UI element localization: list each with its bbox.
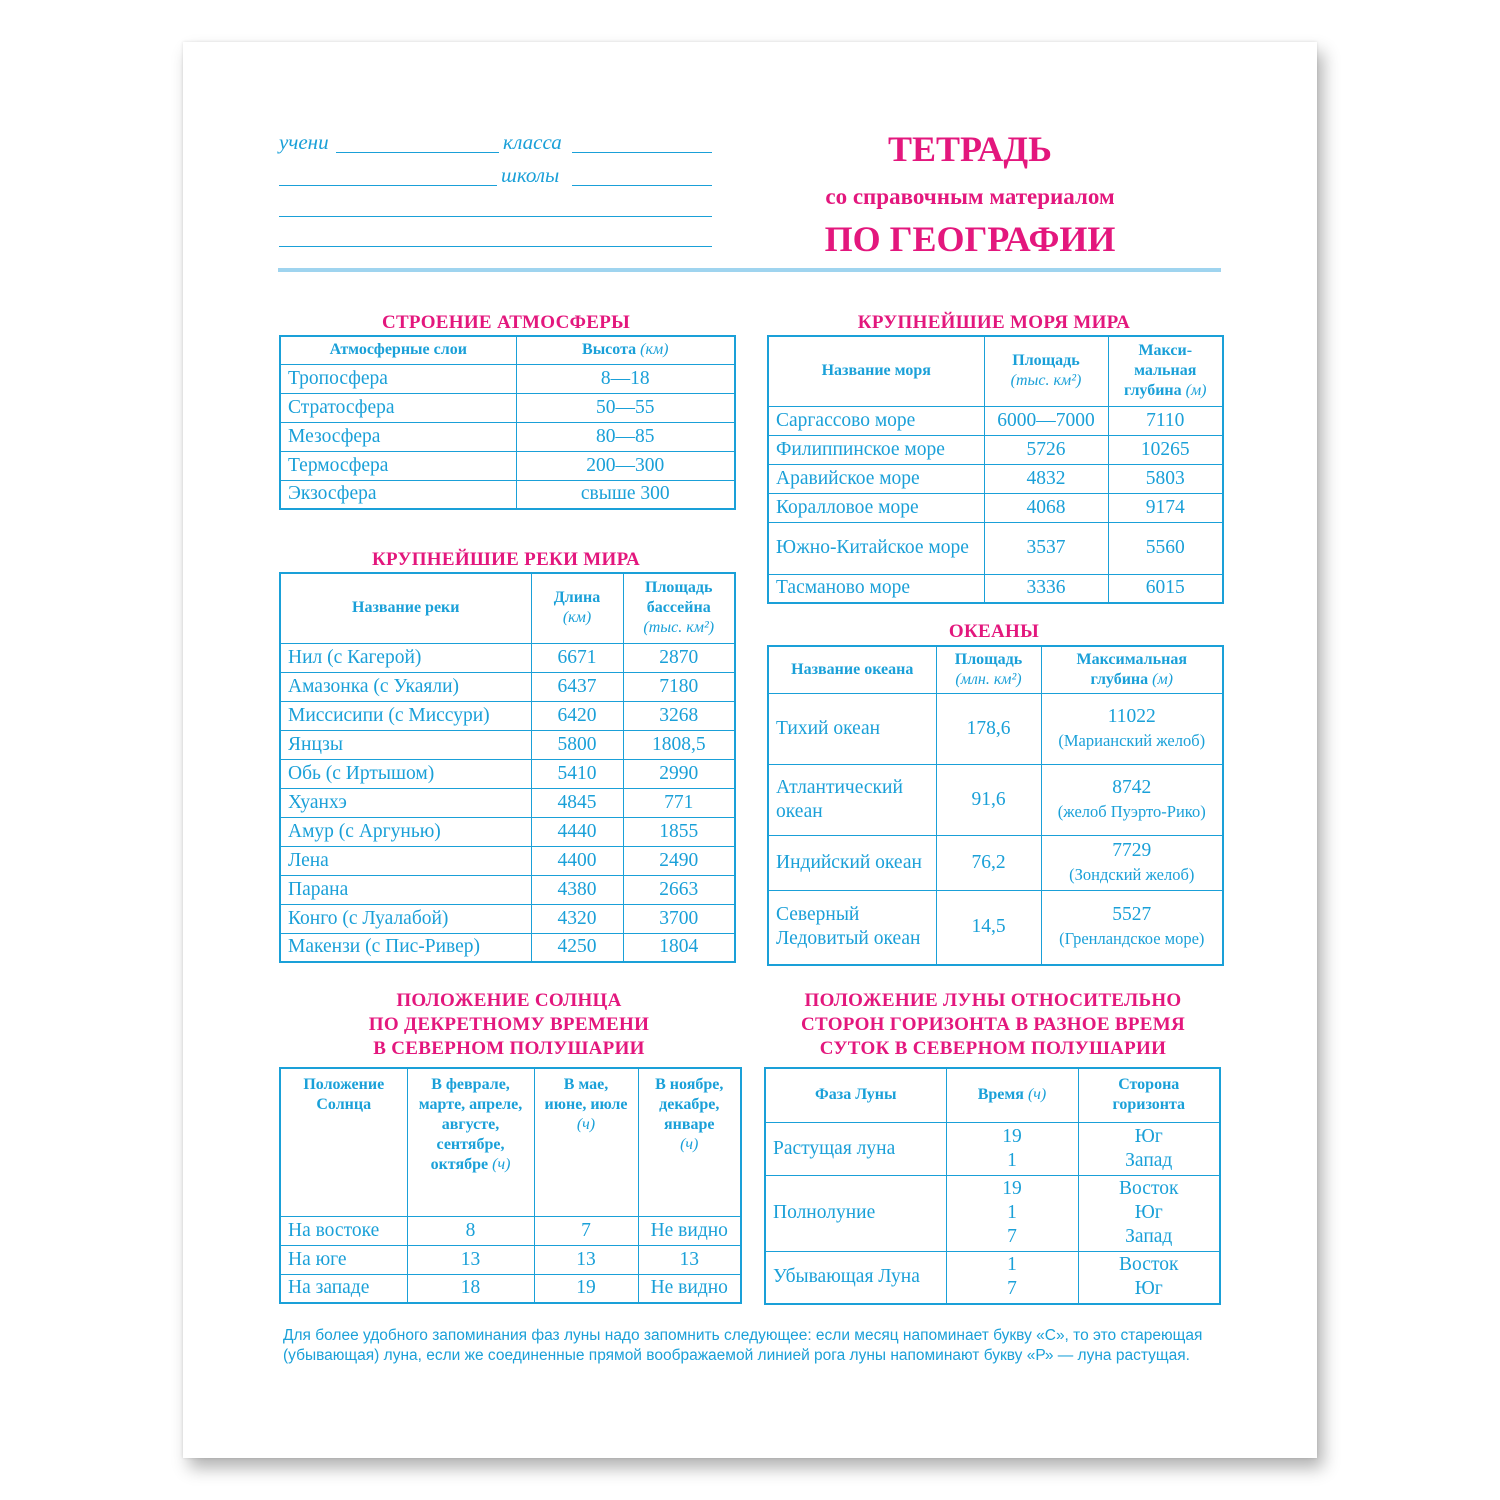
rivers-table <box>279 572 736 963</box>
table-row: Янцзы 5800 1808,5 <box>280 730 735 759</box>
sun-col-position: Положение Солнца <box>280 1068 407 1216</box>
atmosphere-table <box>279 335 736 510</box>
moon-title: ПОЛОЖЕНИЕ ЛУНЫ ОТНОСИТЕЛЬНО СТОРОН ГОРИЗОНТА В РАЗНОЕ ВРЕМЯ СУТОК В СЕВЕРНОМ ПОЛУШАРИИ <box>800 990 1186 1059</box>
sun-col-feb: В феврале, марте, апреле, августе, сентябре, октябре (ч) <box>407 1068 534 1216</box>
atmosphere-col-height: Высота (км) <box>516 336 735 364</box>
table-row: Коралловое море 4068 9174 <box>768 493 1223 522</box>
moon-phase-note: Для более удобного запоминания фаз луны надо запомнить следующее: если месяц напоминает букву «С», то это стареющая (убывающая) луна, если же соединенные прямой воображаемой линией рога луны напоминают букву «Р» — луна растущая. <box>283 1327 1203 1364</box>
table-row: Мезосфера 80—85 <box>280 422 735 451</box>
page-title: ТЕТРАДЬ <box>888 129 1052 169</box>
oceans-col-name: Название океана <box>768 646 936 693</box>
atmosphere-col-layer: Атмосферные слои <box>280 336 516 364</box>
table-row: Филиппинское море 5726 10265 <box>768 435 1223 464</box>
table-row: Парана 4380 2663 <box>280 875 735 904</box>
table-row: Нил (с Кагерой) 6671 2870 <box>280 643 735 672</box>
table-row: Стратосфера 50—55 <box>280 393 735 422</box>
table-row: Тихий океан 178,6 11022 (Марианский желоб) <box>768 693 1223 764</box>
sun-col-nov: В ноябре, декабре, январе (ч) <box>638 1068 741 1216</box>
table-row: Лена 4400 2490 <box>280 846 735 875</box>
atmosphere-title: СТРОЕНИЕ АТМОСФЕРЫ <box>381 312 631 333</box>
moon-col-time: Время (ч) <box>946 1068 1078 1122</box>
table-row: Обь (с Иртышом) 5410 2990 <box>280 759 735 788</box>
table-row: На юге 13 13 13 <box>280 1245 741 1274</box>
seas-col-name: Название моря <box>768 336 984 406</box>
sun-table <box>279 1067 742 1304</box>
rivers-col-name: Название реки <box>280 573 531 643</box>
table-row: Миссисипи (с Миссури) 6420 3268 <box>280 701 735 730</box>
blank-line-3[interactable] <box>279 216 712 217</box>
table-row: Растущая луна 19 1 Юг Запад <box>765 1122 1220 1175</box>
table-row: Саргассово море 6000—7000 7110 <box>768 406 1223 435</box>
table-row: Термосфера 200—300 <box>280 451 735 480</box>
seas-col-depth: Макси- мальная глубина (м) <box>1108 336 1223 406</box>
sun-col-may: В мае, июне, июле (ч) <box>534 1068 638 1216</box>
oceans-col-area: Площадь (млн. км²) <box>936 646 1041 693</box>
table-row: Убывающая Луна 1 7 Восток Юг <box>765 1251 1220 1304</box>
class-line[interactable] <box>572 152 712 153</box>
table-row: Полнолуние 19 1 7 Восток Юг Запад <box>765 1175 1220 1251</box>
table-row: Хуанхэ 4845 771 <box>280 788 735 817</box>
blank-line-4[interactable] <box>279 246 712 247</box>
seas-table <box>767 335 1224 604</box>
table-row: Экзосфера свыше 300 <box>280 480 735 509</box>
table-row: На востоке 8 7 Не видно <box>280 1216 741 1245</box>
moon-col-side: Сторона горизонта <box>1078 1068 1220 1122</box>
table-row: Северный Ледовитый океан 14,5 5527 (Гренландское море) <box>768 890 1223 965</box>
table-row: Южно-Китайское море 3537 5560 <box>768 522 1223 574</box>
table-row: Амур (с Аргунью) 4440 1855 <box>280 817 735 846</box>
moon-col-phase: Фаза Луны <box>765 1068 946 1122</box>
rivers-title: КРУПНЕЙШИЕ РЕКИ МИРА <box>371 549 641 570</box>
student-name-line[interactable] <box>336 152 499 153</box>
seas-col-area: Площадь (тыс. км²) <box>984 336 1108 406</box>
oceans-table <box>767 645 1224 966</box>
table-row: Тасманово море 3336 6015 <box>768 574 1223 603</box>
class-label: класса <box>503 130 562 154</box>
seas-title: КРУПНЕЙШИЕ МОРЯ МИРА <box>857 312 1131 333</box>
table-row: Атлантический океан 91,6 8742 (желоб Пуэрто-Рико) <box>768 764 1223 835</box>
oceans-col-depth: Максимальная глубина (м) <box>1041 646 1223 693</box>
page-subtitle: со справочным материалом <box>825 184 1115 209</box>
name-line-2[interactable] <box>279 185 497 186</box>
oceans-title: ОКЕАНЫ <box>948 621 1040 642</box>
rivers-col-length: Длина (км) <box>531 573 623 643</box>
student-label: учени <box>279 130 329 154</box>
moon-table <box>764 1067 1221 1305</box>
table-row: Амазонка (с Укаяли) 6437 7180 <box>280 672 735 701</box>
table-row: Макензи (с Пис-Ривер) 4250 1804 <box>280 933 735 962</box>
table-row: Тропосфера 8—18 <box>280 364 735 393</box>
table-row: Аравийское море 4832 5803 <box>768 464 1223 493</box>
rivers-col-basin: Площадь бассейна (тыс. км²) <box>623 573 735 643</box>
table-row: Индийский океан 76,2 7729 (Зондский желоб) <box>768 835 1223 890</box>
sun-title: ПОЛОЖЕНИЕ СОЛНЦА ПО ДЕКРЕТНОМУ ВРЕМЕНИ В СЕВЕРНОМ ПОЛУШАРИИ <box>368 990 650 1059</box>
table-row: Конго (с Луалабой) 4320 3700 <box>280 904 735 933</box>
school-label: школы <box>501 163 560 187</box>
table-row: На западе 18 19 Не видно <box>280 1274 741 1303</box>
page-subject: ПО ГЕОГРАФИИ <box>824 219 1116 259</box>
school-line[interactable] <box>572 185 712 186</box>
header-divider <box>278 268 1221 272</box>
